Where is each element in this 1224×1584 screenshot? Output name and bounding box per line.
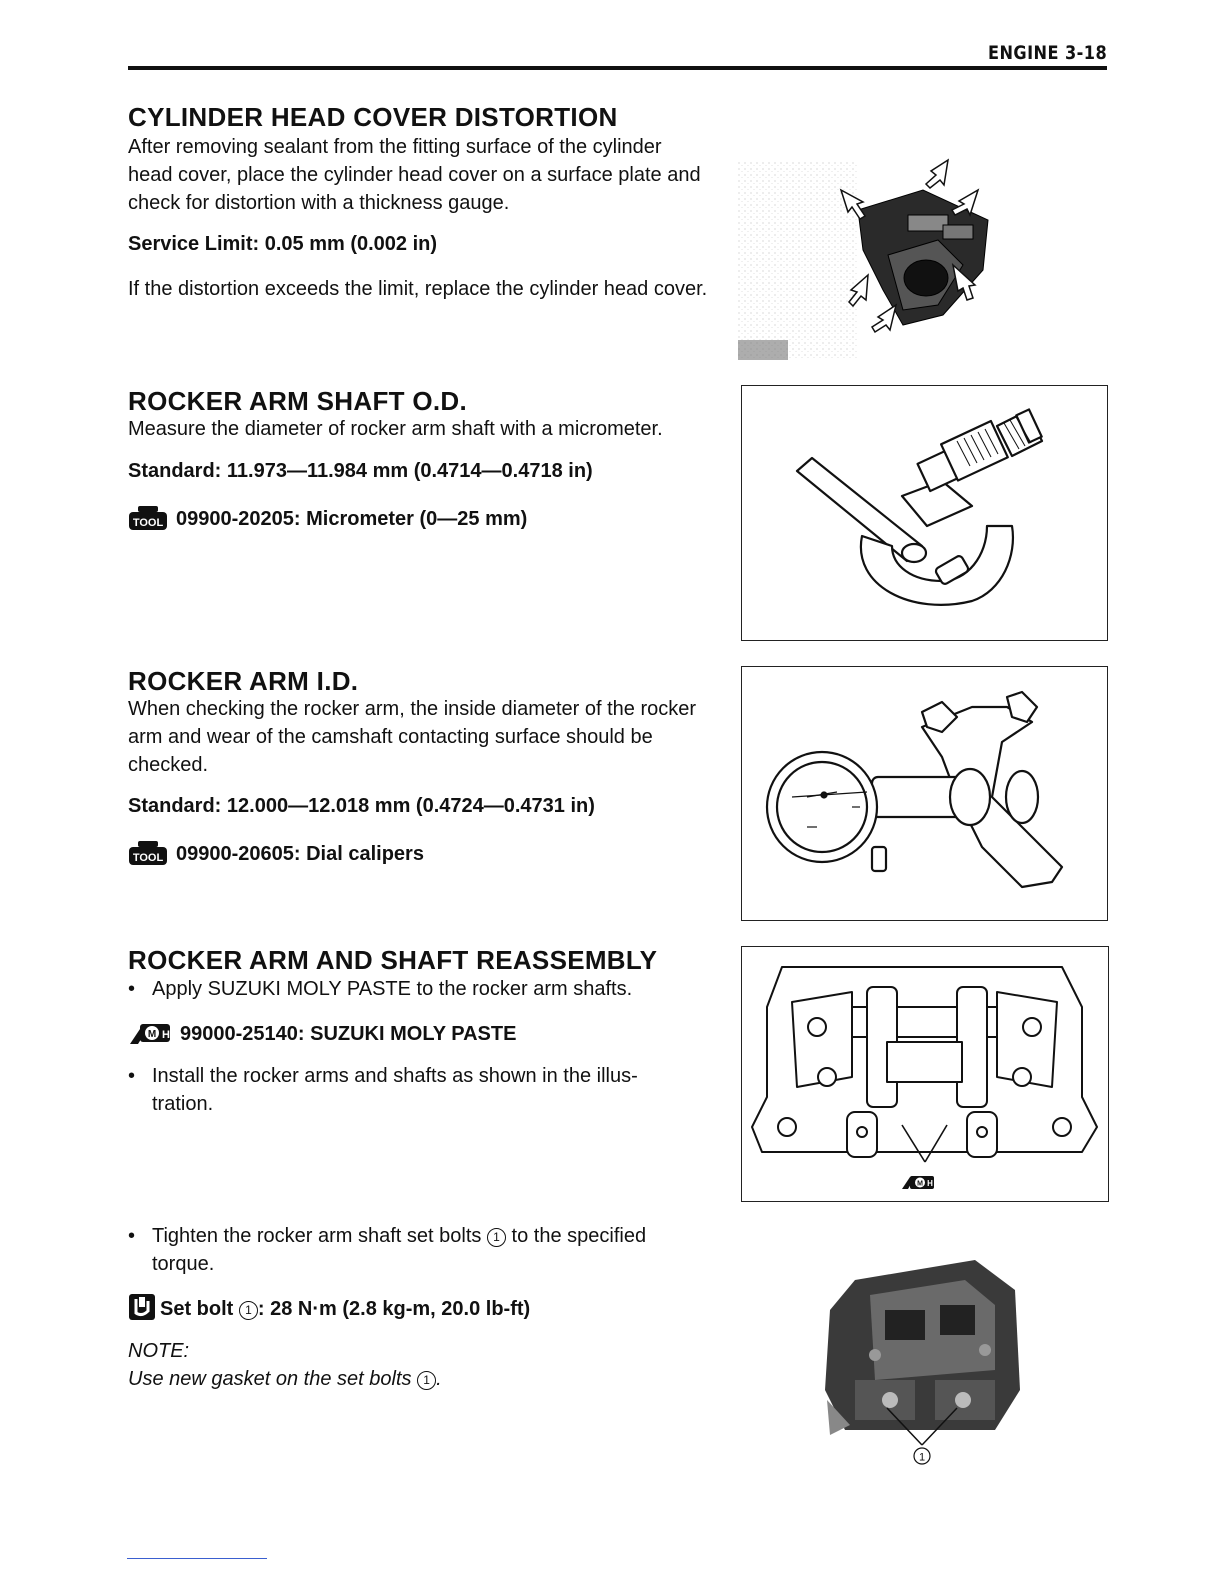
arm-id-spec: Standard: 12.000—12.018 mm (0.4724—0.4731 in) xyxy=(128,795,595,817)
reassembly-bullet-3 xyxy=(128,1222,708,1278)
moly-paste-icon xyxy=(902,1176,934,1189)
bullet-text xyxy=(152,1222,708,1278)
bullet-text: Apply SUZUKI MOLY PASTE to the rocker arm shafts. xyxy=(152,978,633,1000)
shaft-od-paragraph: Measure the diameter of rocker arm shaft with a micrometer. xyxy=(128,418,663,440)
shaft-od-tool xyxy=(128,505,527,531)
cylinder-head-photo xyxy=(815,1250,1035,1470)
tool-badge-icon xyxy=(128,505,168,531)
arm-id-tool-text: 09900-20605: Dial calipers xyxy=(176,843,424,865)
dial-gauge-illustration xyxy=(742,667,1107,920)
tool-badge-icon xyxy=(128,840,168,866)
micrometer-figure xyxy=(741,385,1108,641)
reassembly-bullet-1 xyxy=(128,975,708,1003)
note-text: Use new gasket on the set bolts xyxy=(128,1368,412,1390)
bullet-marker: • xyxy=(128,1225,136,1247)
head-cover-after xyxy=(128,275,708,303)
section-title-arm-id: ROCKER ARM I.D. xyxy=(128,666,359,696)
head-cover-photo xyxy=(738,120,1038,365)
arm-id-paragraph: When checking the rocker arm, the inside diameter of the rocker arm and wear of the camshaft contacting surface should be checked. xyxy=(128,698,697,776)
torque-value: : 28 N·m (2.8 kg-m, 20.0 lb-ft) xyxy=(257,1298,531,1320)
header-section: ENGINE xyxy=(987,42,1059,64)
section-title-reassembly: ROCKER ARM AND SHAFT REASSEMBLY xyxy=(128,945,658,975)
bullet-text-line-2: tration. xyxy=(152,1093,214,1115)
note-text-line: Use new gasket on the set bolts 1 . xyxy=(128,1368,442,1390)
head-cover-paragraph: After removing sealant from the fitting surface of the cylinder head cover, place the cylinder head cover on a surface plate and check for distortion with a thickness gauge. xyxy=(128,136,701,214)
dial-gauge-figure xyxy=(741,666,1108,921)
micrometer-illustration xyxy=(742,386,1107,640)
bullet-marker: • xyxy=(128,1065,136,1087)
note-label: NOTE: xyxy=(128,1340,190,1362)
torque-label: Set bolt xyxy=(160,1298,234,1320)
head-cover-after-paragraph: If the distortion exceeds the limit, replace the cylinder head cover. xyxy=(128,278,708,300)
arm-id-body xyxy=(128,695,708,779)
svg-text:M: M xyxy=(917,1180,923,1188)
bullet3-part-a: Tighten the rocker arm shaft set bolts xyxy=(152,1225,482,1247)
page-header xyxy=(988,42,1107,64)
head-cover-body xyxy=(128,133,708,217)
shaft-od-tool-text: 09900-20205: Micrometer (0—25 mm) xyxy=(176,508,528,530)
svg-text:M: M xyxy=(147,1029,157,1040)
moly-paste-spec xyxy=(128,1020,516,1046)
bullet3-part-c: torque. xyxy=(152,1253,215,1275)
bullet-text-line-1: Install the rocker arms and shafts as shown in the illus- xyxy=(152,1065,638,1087)
callout-1-marker: 1 xyxy=(487,1228,506,1247)
footer-line xyxy=(127,1558,267,1559)
moly-paste-icon xyxy=(128,1020,172,1046)
section-title-head-cover: CYLINDER HEAD COVER DISTORTION xyxy=(128,102,618,132)
bullet3-part-b: to the specified xyxy=(511,1225,647,1247)
callout-1-marker: 1 xyxy=(239,1301,258,1320)
bullet-marker: • xyxy=(128,978,136,1000)
assembly-illustration xyxy=(742,947,1108,1201)
callout-1-marker: 1 xyxy=(417,1371,436,1390)
svg-text:H: H xyxy=(162,1029,170,1041)
header-page-number: 3-18 xyxy=(1064,42,1107,64)
torque-spec xyxy=(128,1293,530,1321)
shaft-od-body xyxy=(128,415,708,443)
section-title-shaft-od: ROCKER ARM SHAFT O.D. xyxy=(128,386,467,416)
svg-text:TOOL: TOOL xyxy=(132,852,164,864)
assembly-figure xyxy=(741,946,1109,1202)
photo-callout-1: 1 xyxy=(918,1451,926,1464)
arm-id-tool xyxy=(128,840,424,866)
shaft-od-spec: Standard: 11.973—11.984 mm (0.4714—0.4718 in) xyxy=(128,460,593,482)
header-rule xyxy=(128,66,1107,70)
note-block xyxy=(128,1337,442,1393)
svg-text:H: H xyxy=(927,1179,933,1188)
head-cover-spec: Service Limit: 0.05 mm (0.002 in) xyxy=(128,233,438,255)
reassembly-bullet-2 xyxy=(128,1062,708,1118)
torque-wrench-icon xyxy=(128,1293,156,1321)
svg-text:TOOL: TOOL xyxy=(132,517,164,529)
moly-paste-text: 99000-25140: SUZUKI MOLY PASTE xyxy=(180,1023,517,1045)
